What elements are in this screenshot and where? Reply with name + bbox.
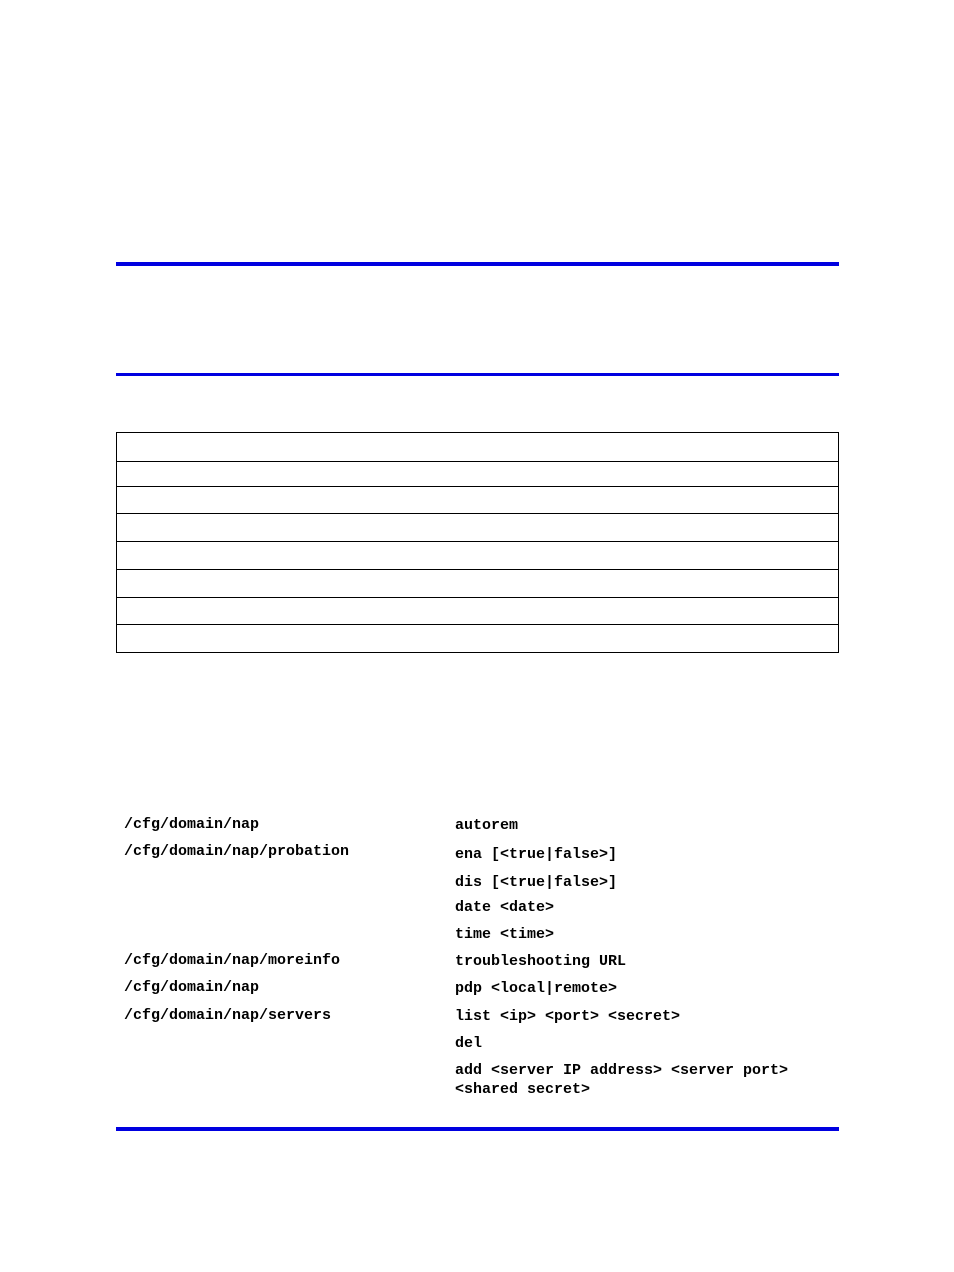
command-path: /cfg/domain/nap [124,816,260,833]
table-row [117,570,839,598]
table-cell [117,625,839,653]
table-cell [117,514,839,542]
command-path: /cfg/domain/nap/moreinfo [124,952,341,969]
command-row [124,843,824,871]
command-row [124,1007,824,1034]
empty-table [116,432,839,653]
command-row [124,979,824,1007]
table-cell [117,570,839,598]
command-path: /cfg/domain/nap/probation [124,843,350,860]
table-cell [117,598,839,625]
command-option: time <time> [455,926,555,943]
command-option: del [455,1035,483,1052]
command-path: /cfg/domain/nap [124,979,260,996]
top-rule [116,262,839,266]
table-row [117,433,839,462]
command-option: ena [<true|false>] [455,846,618,863]
table-row [117,514,839,542]
command-option: dis [<true|false>] [455,874,618,891]
table-row [117,462,839,487]
command-row [124,952,824,979]
table-row [117,598,839,625]
command-row [124,925,824,952]
command-row [124,816,824,843]
command-option: autorem [455,817,519,834]
table-cell [117,433,839,462]
table-row [117,542,839,570]
command-row [124,1034,824,1061]
command-option: troubleshooting URL [455,953,627,970]
command-row [124,1061,824,1101]
section-rule [116,373,839,376]
table-cell [117,542,839,570]
table-row [117,487,839,514]
bottom-rule [116,1127,839,1131]
table-cell [117,462,839,487]
command-list [124,816,824,1101]
command-option: date <date> [455,899,555,916]
command-option: list <ip> <port> <secret> [455,1008,681,1025]
table-cell [117,487,839,514]
table-row [117,625,839,653]
command-option: pdp <local|remote> [455,980,618,997]
command-row [124,871,824,898]
command-path: /cfg/domain/nap/servers [124,1007,332,1024]
command-row [124,898,824,925]
command-option: add <server IP address> <server port> <shared secret> [455,1062,798,1098]
